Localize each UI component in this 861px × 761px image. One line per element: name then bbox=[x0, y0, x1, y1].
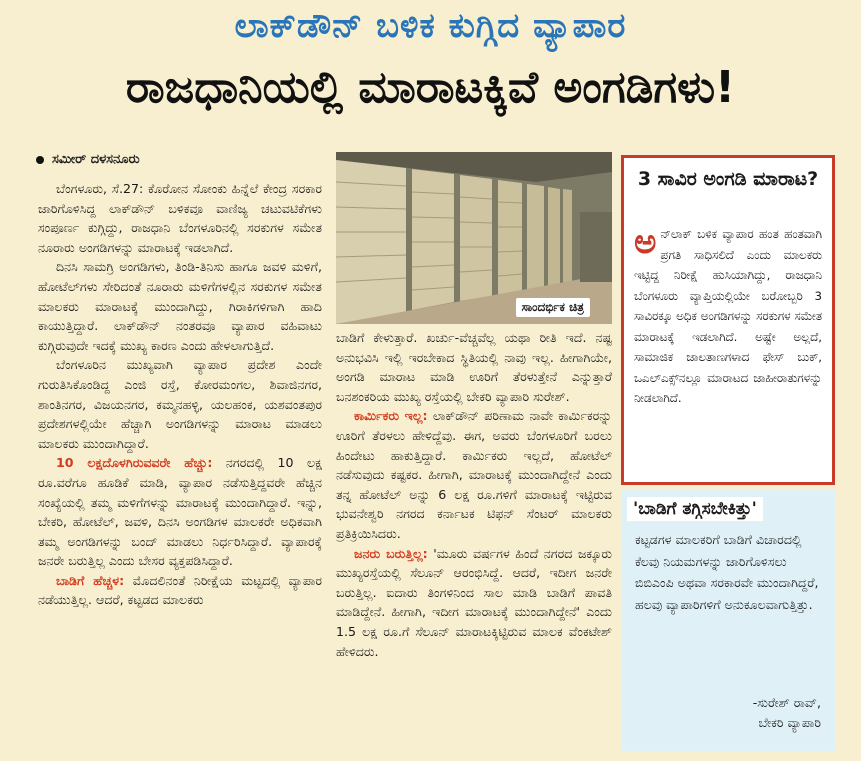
quote-box bbox=[621, 489, 835, 751]
sidebar-box-body bbox=[634, 224, 822, 409]
subheading: ಬಾಡಿಗೆ ಹೆಚ್ಚಳ: bbox=[56, 572, 125, 588]
article-column-2 bbox=[336, 328, 612, 661]
paragraph bbox=[38, 453, 322, 571]
paragraph: ದಿನಸಿ ಸಾಮಗ್ರಿ ಅಂಗಡಿಗಳು, ತಿಂಡಿ-ತಿನಿಸು ಹಾಗೂ ಜವಳಿ ಮಳಿಗೆ, ಹೋಟೆಲ್‌ಗಳು ಸೇರಿದಂತೆ ನೂರಾರು ಮಳಿಗೆಗಳಲ್ಲಿನ ಸರಕುಗಳ ಸಮೇತ ಮಾಲಕರು ಮಾರಾಟಕ್ಕೆ ಮುಂದಾಗಿದ್ದು, ಗಿರಾಕಿಗಳಿಗಾಗಿ ಹಾದಿ ಕಾಯುತ್ತಿದ್ದಾರೆ. ಲಾಕ್‌ಡೌನ್ ನಂತರವೂ ವ್ಯಾಪಾರ ವಹಿವಾಟು ಕುಗ್ಗಿರುವುದೇ ಇದಕ್ಕೆ ಮುಖ್ಯ ಕಾರಣ ಎಂದು ಹೇಳಲಾಗುತ್ತಿದೆ. bbox=[38, 259, 322, 353]
paragraph-text: ಮೊದಲಿನಂತೆ ನಿರೀಕ್ಷೆಯ ಮಟ್ಟದಲ್ಲಿ ವ್ಯಾಪಾರ ನಡೆಯುತ್ತಿಲ್ಲ. ಆದರೆ, ಕಟ್ಟಡದ ಮಾಲಕರು bbox=[38, 572, 323, 608]
article-column-1 bbox=[38, 179, 322, 610]
paragraph: ಬಾಡಿಗೆ ಕೇಳುತ್ತಾರೆ. ಖರ್ಚು-ವೆಚ್ಚವೆಲ್ಲ ಯಥಾ ರೀತಿ ಇದೆ. ನಷ್ಟ ಅನುಭವಿಸಿ ಇಲ್ಲಿ ಇರಬೇಕಾದ ಸ್ಥಿತಿಯಲ್ಲಿ ನಾವು ಇಲ್ಲ. ಹೀಗಾಗಿಯೇ, ಅಂಗಡಿ ಮಾರಾಟ ಮಾಡಿ ಊರಿಗೆ ತೆರಳುತ್ತೇನೆ ಎನ್ನುತ್ತಾರೆ ಬನಶಂಕರಿಯ ಮುಖ್ಯ ರಸ್ತೆಯಲ್ಲಿ ಬೇಕರಿ ವ್ಯಾಪಾರಿ ಸುರೇಶ್. bbox=[336, 330, 612, 404]
paragraph bbox=[38, 571, 322, 610]
main-headline: ರಾಜಧಾನಿಯಲ್ಲಿ ಮಾರಾಟಕ್ಕಿವೆ ಅಂಗಡಿಗಳು! bbox=[125, 62, 736, 113]
drop-cap: ಅ bbox=[634, 222, 657, 262]
shop-shutters-photo bbox=[336, 152, 612, 324]
subheading: ಜನರು ಬರುತ್ತಿಲ್ಲ: bbox=[354, 545, 428, 561]
paragraph-text: 'ಮೂರು ವರ್ಷಗಳ ಹಿಂದೆ ನಗರದ ಜಕ್ಕೂರು ಮುಖ್ಯರಸ್ತೆಯಲ್ಲಿ ಸೆಲೂನ್ ಆರಂಭಿಸಿದ್ದೆ. ಆದರೆ, ಇದೀಗ ಜನರೇ ಬರುತ್ತಿಲ್ಲ. ಐದಾರು ತಿಂಗಳಿನಿಂದ ಸಾಲ ಮಾಡಿ ಬಾಡಿಗೆ ಪಾವತಿ ಮಾಡಿದ್ದೇನೆ. ಹೀಗಾಗಿ, ಇದೀಗ ಮಾರಾಟಕ್ಕೆ ಮುಂದಾಗಿದ್ದೇನೆ' ಎಂದು 1.5 ಲಕ್ಷ ರೂ.ಗೆ ಸೆಲೂನ್ ಮಾರಾಟಕ್ಕಿಟ್ಟಿರುವ ಮಾಲಕ ವೆಂಕಟೇಶ್ ಹೇಳಿದರು. bbox=[336, 545, 612, 659]
paragraph-text: ಲಾಕ್‌ಡೌನ್ ಪರಿಣಾಮ ನಾವೇ ಕಾರ್ಮಿಕರನ್ನು ಊರಿಗೆ ತೆರಳಲು ಹೇಳಿದ್ದೆವು. ಈಗ, ಅವರು ಬೆಂಗಳೂರಿಗೆ ಬರಲು ಹಿಂದೇಟು ಹಾಕುತ್ತಿದ್ದಾರೆ. ಕಾರ್ಮಿಕರು ಇಲ್ಲದೆ, ಹೋಟೆಲ್ ನಡೆಸುವುದು ಕಷ್ಟಕರ. ಹೀಗಾಗಿ, ಮಾರಾಟಕ್ಕೆ ಮುಂದಾಗಿದ್ದೇನೆ ಎಂದು ತನ್ನ ಹೋಟೆಲ್ ಅನ್ನು 6 ಲಕ್ಷ ರೂ.ಗಳಿಗೆ ಮಾರಾಟಕ್ಕೆ ಇಟ್ಟಿರುವ ಭುವನೇಶ್ವರಿ ನಗರದ ಕರ್ನಾಟಕ ಟಿಫನ್ ಸೆಂಟರ್ ಮಾಲಕರು ಪ್ರತಿಕ್ರಿಯಿಸಿದರು. bbox=[336, 408, 613, 541]
photo-caption: ಸಾಂದರ್ಭಿಕ ಚಿತ್ರ bbox=[516, 298, 590, 317]
sidebar-box-text: ನ್‌ಲಾಕ್ ಬಳಿಕ ವ್ಯಾಪಾರ ಹಂತ ಹಂತವಾಗಿ ಪ್ರಗತಿ ಸಾಧಿಸಲಿದೆ ಎಂದು ಮಾಲಕರು ಇಟ್ಟಿದ್ದ ನಿರೀಕ್ಷೆ ಹುಸಿಯಾಗಿದ್ದು, ರಾಜಧಾನಿ ಬೆಂಗಳೂರು ವ್ಯಾಪ್ತಿಯಲ್ಲಿಯೇ ಬರೋಬ್ಬರಿ 3 ಸಾವಿರಕ್ಕೂ ಅಧಿಕ ಅಂಗಡಿಗಳನ್ನು ಸರಕುಗಳ ಸಮೇತ ಮಾರಾಟಕ್ಕೆ ಇಡಲಾಗಿದೆ. ಅಷ್ಟೇ ಅಲ್ಲದೆ, ಸಾಮಾಜಿಕ ಜಾಲತಾಣಗಳಾದ ಫೇಸ್ ಬುಕ್, ಒಎಲ್‌ಎಕ್ಸ್‌ನಲ್ಲೂ ಮಾರಾಟದ ಜಾಹೀರಾತುಗಳನ್ನು ನೀಡಲಾಗಿದೆ. bbox=[634, 227, 822, 405]
paragraph-text: ನಗರದಲ್ಲಿ 10 ಲಕ್ಷ ರೂ.ವರೆಗೂ ಹೂಡಿಕೆ ಮಾಡಿ, ವ್ಯಾಪಾರ ನಡೆಸುತ್ತಿದ್ದವರೇ ಹೆಚ್ಚಿನ ಸಂಖ್ಯೆಯಲ್ಲಿ ತಮ್ಮ ಮಳಿಗೆಗಳನ್ನು ಮಾರಾಟಕ್ಕೆ ಮುಂದಾಗಿದ್ದಾರೆ. ಇನ್ನು, ಬೇಕರಿ, ಹೋಟೆಲ್, ಜವಳಿ, ದಿನಸಿ ಅಂಗಡಿಗಳ ಮಾಲಕರೇ ಅಧಿಕವಾಗಿ ತಮ್ಮ ಅಂಗಡಿಗಳನ್ನು ಬಂದ್ ಮಾಡಲು ನಿರ್ಧರಿಸಿದ್ದಾರೆ. ವ್ಯಾಪಾರಕ್ಕೆ ಜನರೇ ಬರುತ್ತಿಲ್ಲ ಎಂದು ಬೇಸರ ವ್ಯಕ್ತಪಡಿಸಿದ್ದಾರೆ. bbox=[38, 455, 323, 569]
subheading: 10 ಲಕ್ಷದೊಳಗಿರುವವರೇ ಹೆಚ್ಚು: bbox=[56, 455, 213, 471]
paragraph bbox=[336, 406, 612, 543]
kicker-headline: ಲಾಕ್‌ಡೌನ್ ಬಳಿಕ ಕುಗ್ಗಿದ ವ್ಯಾಪಾರ bbox=[234, 6, 627, 46]
sidebar-box-3000-shops bbox=[621, 155, 835, 485]
paragraph bbox=[336, 544, 612, 662]
quote-attribution bbox=[753, 693, 821, 733]
paragraph: ಬೆಂಗಳೂರು, ಸೆ.27: ಕೊರೋನ ಸೋಂಕು ಹಿನ್ನೆಲೆ ಕೇಂದ್ರ ಸರಕಾರ ಜಾರಿಗೊಳಿಸಿದ್ದ ಲಾಕ್‌ಡೌನ್ ಬಳಿಕವೂ ವಾಣಿಜ್ಯ ಚಟುವಟಿಕೆಗಳು ಸಂಪೂರ್ಣ ಕುಗ್ಗಿದ್ದು, ರಾಜಧಾನಿ ಬೆಂಗಳೂರಿನಲ್ಲಿ ಸರಕುಗಳ ಸಮೇತ ನೂರಾರು ಅಂಗಡಿಗಳನ್ನು ಮಾರಾಟಕ್ಕೆ ಇಡಲಾಗಿದೆ. bbox=[38, 181, 322, 255]
quote-text: ಕಟ್ಟಡಗಳ ಮಾಲಕರಿಗೆ ಬಾಡಿಗೆ ವಿಚಾರದಲ್ಲಿ ಕೆಲವು ನಿಯಮಗಳನ್ನು ಜಾರಿಗೊಳಿಸಲು ಬಿಬಿಎಂಪಿ ಅಥವಾ ಸರಕಾರವೇ ಮುಂದಾಗಿದ್ದರೆ, ಹಲವು ವ್ಯಾಪಾರಿಗಳಿಗೆ ಅನುಕೂಲವಾಗುತ್ತಿತ್ತು. bbox=[635, 532, 819, 612]
quote-box-title: 'ಬಾಡಿಗೆ ತಗ್ಗಿಸಬೇಕಿತ್ತು' bbox=[627, 497, 763, 521]
quote-author-role: ಬೇಕರಿ ವ್ಯಾಪಾರಿ bbox=[758, 715, 821, 730]
bullet-icon bbox=[36, 156, 44, 164]
subheading: ಕಾರ್ಮಿಕರು ಇಲ್ಲ: bbox=[354, 408, 428, 424]
sidebar-box-title: 3 ಸಾವಿರ ಅಂಗಡಿ ಮಾರಾಟ? bbox=[637, 168, 819, 190]
paragraph: ಬೆಂಗಳೂರಿನ ಮುಖ್ಯವಾಗಿ ವ್ಯಾಪಾರ ಪ್ರದೇಶ ಎಂದೇ ಗುರುತಿಸಿಕೊಂಡಿದ್ದ ಎಂಜಿ ರಸ್ತೆ, ಕೋರಮಂಗಲ, ಶಿವಾಜಿನಗರ, ಶಾಂತಿನಗರ, ವಿಜಯನಗರ, ಕಮ್ಮನಹಳ್ಳಿ, ಯಲಹಂಕ, ಯಶವಂತಪುರ ಪ್ರದೇಶಗಳಲ್ಲಿಯೇ ಹೆಚ್ಚಾಗಿ ಅಂಗಡಿಗಳನ್ನು ಮಾರಾಟ ಮಾಡಲು ಮಾಲಕರು ಮುಂದಾಗಿದ್ದಾರೆ. bbox=[38, 357, 322, 451]
byline bbox=[36, 152, 140, 167]
author-name: ಸಮೀರ್ ದಳಸನೂರು bbox=[52, 152, 140, 167]
quote-author: -ಸುರೇಶ್ ರಾವ್, bbox=[752, 695, 821, 710]
